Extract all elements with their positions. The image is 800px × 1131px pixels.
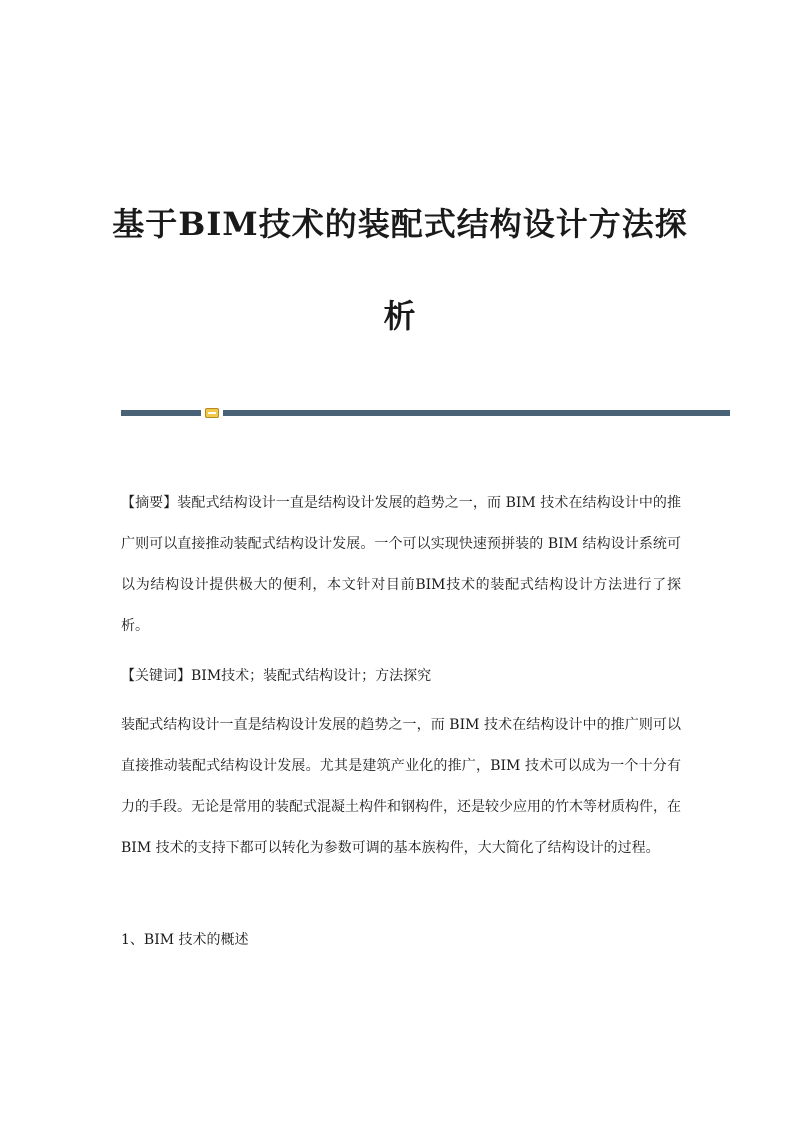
body-paragraph: 装配式结构设计一直是结构设计发展的趋势之一，而 BIM 技术在结构设计中的推广则可以直接推动装配式结构设计发展。尤其是建筑产业化的推广，BIM 技术可以成为一个十分有力的手段。无论是常用的装配式混凝土构件和钢构件，还是较少应用的竹木等材质构件，在 BIM 技术的支持下都可以转化为参数可调的基本族构件，大大简化了结构设计的过程。 bbox=[121, 717, 681, 856]
keywords-paragraph: 【关键词】BIM技术；装配式结构设计；方法探究 bbox=[121, 668, 432, 684]
divider-bar-right bbox=[223, 410, 730, 416]
document-icon bbox=[205, 408, 219, 418]
divider-bar-left bbox=[121, 410, 201, 416]
title-divider bbox=[121, 409, 730, 417]
abstract-paragraph: 【摘要】装配式结构设计一直是结构设计发展的趋势之一，而 BIM 技术在结构设计中的推广则可以直接推动装配式结构设计发展。一个可以实现快速预拼装的 BIM 结构设计系统可以为结构设计提供极大的便利，本文针对目前BIM技术的装配式结构设计方法进行了探析。 bbox=[121, 495, 681, 634]
document-title: 基于BIM技术的装配式结构设计方法探析 bbox=[112, 205, 688, 335]
section-heading: 1、BIM 技术的概述 bbox=[121, 932, 249, 948]
